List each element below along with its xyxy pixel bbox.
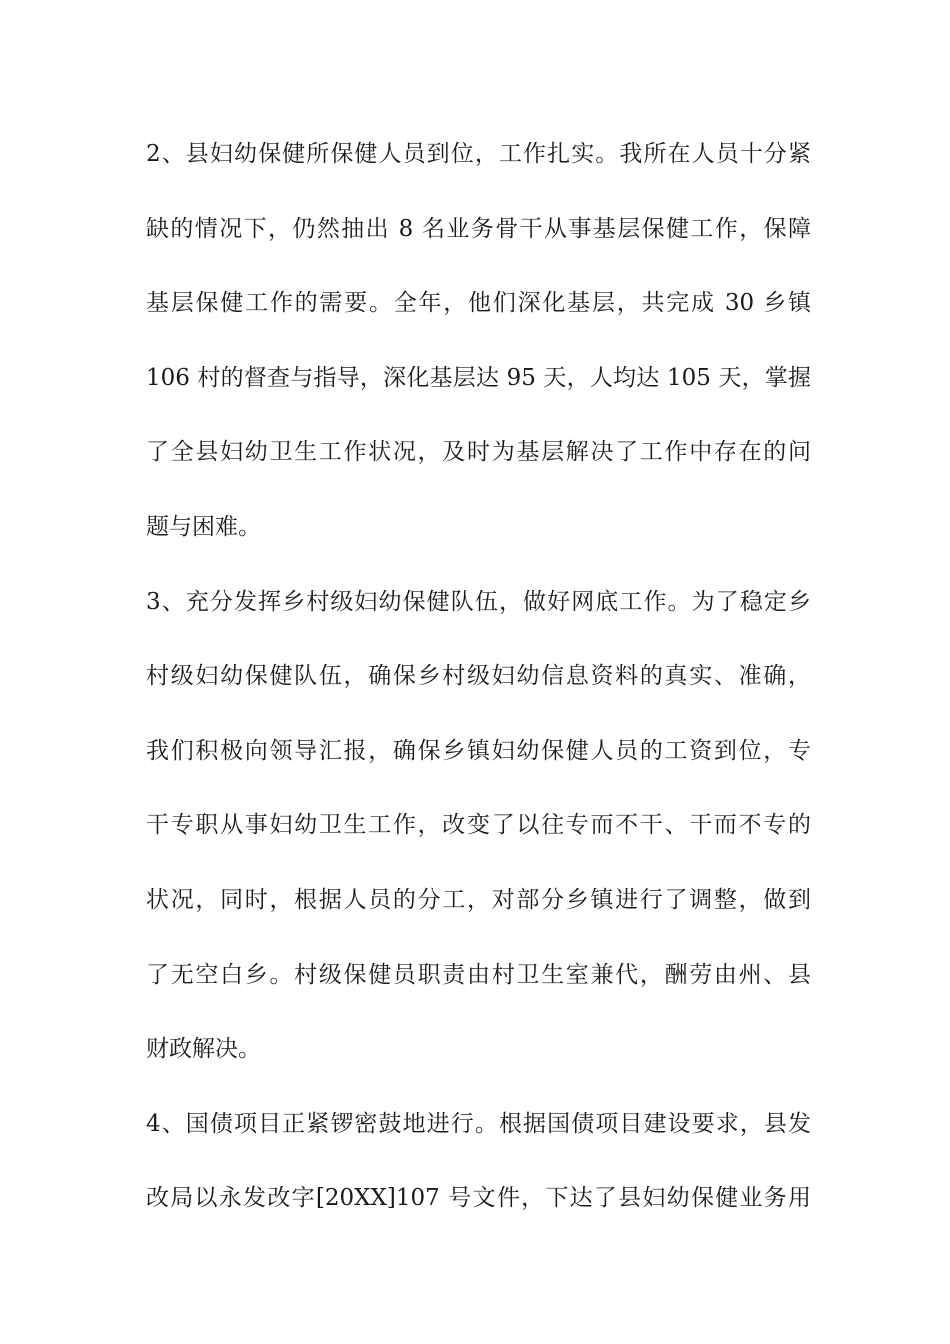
text-line: 干专职从事妇幼卫生工作，改变了以往专而不干、干而不专的 bbox=[146, 812, 811, 839]
text-line: 了全县妇幼卫生工作状况，及时为基层解决了工作中存在的问 bbox=[146, 439, 811, 466]
text-line: 状况，同时，根据人员的分工，对部分乡镇进行了调整，做到 bbox=[146, 886, 811, 913]
text-line: 缺的情况下，仍然抽出 8 名业务骨干从事基层保健工作，保障 bbox=[146, 215, 811, 242]
text-line: 题与困难。 bbox=[146, 513, 261, 540]
text-line: 我们积极向领导汇报，确保乡镇妇幼保健人员的工资到位，专 bbox=[146, 737, 811, 764]
text-line: 106 村的督查与指导，深化基层达 95 天，人均达 105 天，掌握 bbox=[146, 364, 811, 391]
text-line: 基层保健工作的需要。全年，他们深化基层，共完成 30 乡镇 bbox=[146, 290, 811, 317]
text-line: 3、充分发挥乡村级妇幼保健队伍，做好网底工作。为了稳定乡 bbox=[146, 588, 811, 615]
text-line: 财政解决。 bbox=[146, 1036, 261, 1063]
text-line: 了无空白乡。村级保健员职责由村卫生室兼代，酬劳由州、县 bbox=[146, 961, 811, 988]
text-line: 2、县妇幼保健所保健人员到位，工作扎实。我所在人员十分紧 bbox=[146, 141, 811, 167]
document-body bbox=[146, 131, 811, 1250]
text-line: 村级妇幼保健队伍，确保乡村级妇幼信息资料的真实、准确， bbox=[146, 663, 811, 690]
text-line: 4、国债项目正紧锣密鼓地进行。根据国债项目建设要求，县发 bbox=[146, 1110, 811, 1137]
text-line: 改局以永发改字[20XX]107 号文件，下达了县妇幼保健业务用 bbox=[146, 1185, 811, 1212]
